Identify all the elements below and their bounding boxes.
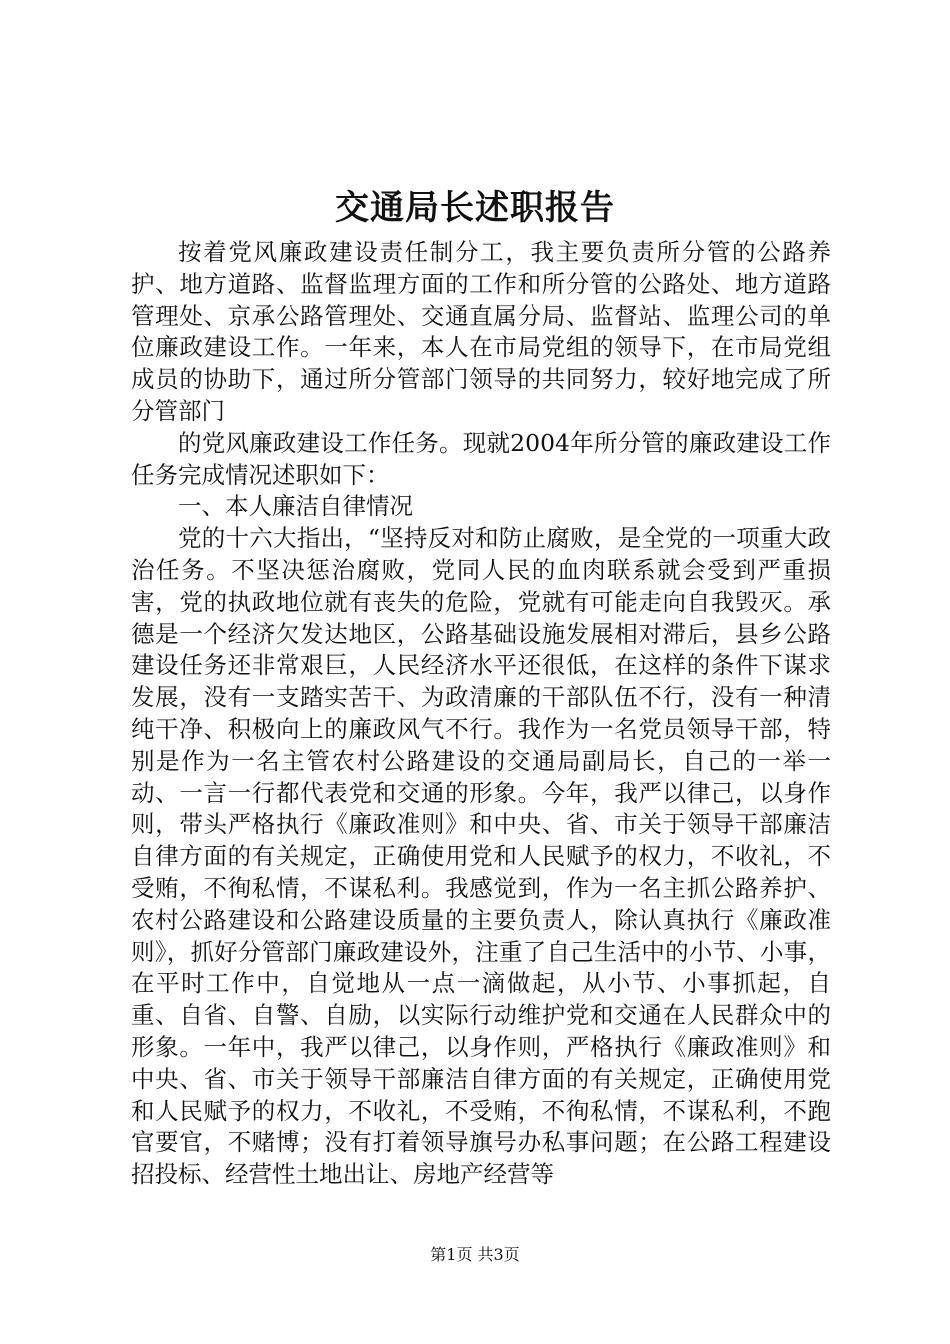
paragraph-self-discipline: 党的十六大指出，“坚持反对和防止腐败，是全党的一项重大政治任务。不坚决惩治腐败，党同人民的血肉联系就会受到严重损害，党的执政地位就有丧失的危险，党就有可能走向自我毁灭。承德是一个经济欠发达地区，公路基础设施发展相对滞后，县乡公路建设任务还非常艰巨，人民经济水平还很低，在这样的条件下谋求发展，没有一支踏实苦干、为政清廉的干部队伍不行，没有一种清纯干净、积极向上的廉政风气不行。我作为一名党员领导干部，特别是作为一名主管农村公路建设的交通局副局长，自己的一举一动、一言一行都代表党和交通的形象。今年，我严以律己，以身作则，带头严格执行《廉政准则》和中央、省、市关于领导干部廉洁自律方面的有关规定，正确使用党和人民赋予的权力，不收礼，不受贿，不徇私情，不谋私利。我感觉到，作为一名主抓公路养护、农村公路建设和公路建设质量的主要负责人，除认真执行《廉政准则》，抓好分管部门廉政建设外，注重了自己生活中的小节、小事，在平时工作中，自觉地从一点一滴做起，从小节、小事抓起，自重、自省、自警、自励，以实际行动维护党和交通在人民群众中的形象。一年中，我严以律己，以身作则，严格执行《廉政准则》和中央、省、市关于领导干部廉洁自律方面的有关规定，正确使用党和人民赋予的权力，不收礼，不受贿，不徇私情，不谋私利，不跑官要官，不赌博；没有打着领导旗号办私事问题；在公路工程建设招投标、经营性土地出让、房地产经营等 <box>131 524 831 1189</box>
document-body <box>131 237 831 1191</box>
page-number-footer: 第1页 共3页 <box>430 1245 520 1264</box>
paragraph-continuation: 的党风廉政建设工作任务。现就2004年所分管的廉政建设工作任务完成情况述职如下： <box>131 428 831 489</box>
document-title: 交通局长述职报告 <box>335 188 615 228</box>
paragraph-intro: 按着党风廉政建设责任制分工，我主要负责所分管的公路养护、地方道路、监督监理方面的工作和所分管的公路处、地方道路管理处、京承公路管理处、交通直属分局、监督站、监理公司的单位廉政建设工作。一年来，本人在市局党组的领导下，在市局党组成员的协助下，通过所分管部门领导的共同努力，较好地完成了所分管部门 <box>131 238 831 425</box>
section-heading-1: 一、本人廉洁自律情况 <box>178 492 413 521</box>
